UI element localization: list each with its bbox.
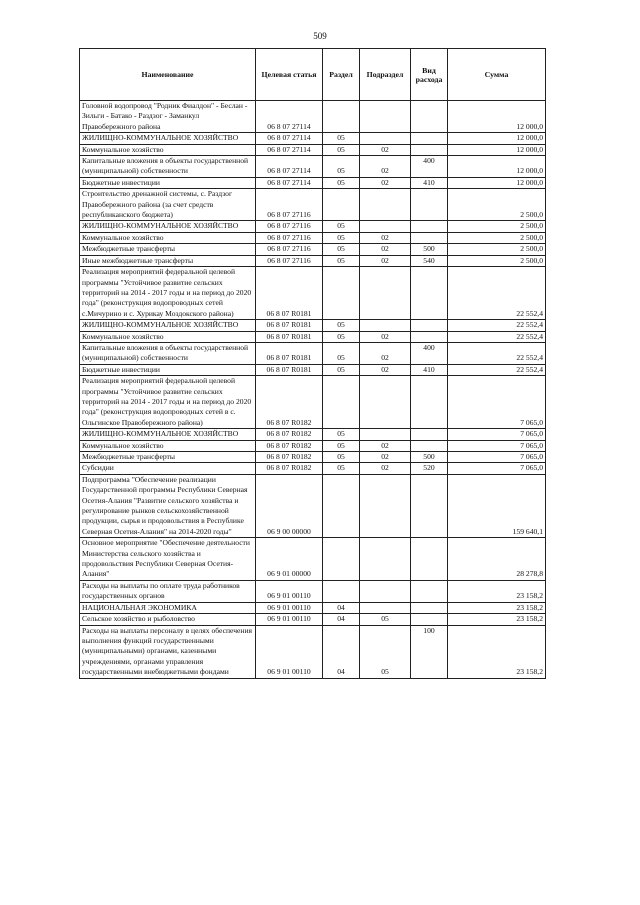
cell-section: 05 [323, 440, 360, 451]
cell-name: Капитальные вложения в объекты государственной (муниципальной) собственности [80, 156, 256, 178]
cell-kind [411, 440, 448, 451]
table-row [80, 614, 546, 625]
table-row [80, 331, 546, 342]
cell-name: Коммунальное хозяйство [80, 331, 256, 342]
cell-subsection [360, 580, 411, 602]
cell-section: 05 [323, 342, 360, 364]
cell-sum: 12 000,0 [448, 133, 546, 144]
cell-subsection [360, 221, 411, 232]
table-row [80, 429, 546, 440]
header-section: Раздел [323, 49, 360, 101]
cell-kind [411, 133, 448, 144]
cell-sum: 159 640,1 [448, 474, 546, 537]
cell-sum: 22 552,4 [448, 320, 546, 331]
cell-section [323, 189, 360, 221]
table-row [80, 463, 546, 474]
cell-code: 06 9 01 00110 [256, 602, 323, 613]
cell-name: Коммунальное хозяйство [80, 440, 256, 451]
cell-name: Бюджетные инвестиции [80, 177, 256, 188]
table-row [80, 440, 546, 451]
cell-name: Головной водопровод "Родник Фиалдон" - Беслан - Зильги - Батако - Раздзог - Заманкул Правобережного района [80, 101, 256, 133]
cell-name: ЖИЛИЩНО-КОММУНАЛЬНОЕ ХОЗЯЙСТВО [80, 221, 256, 232]
cell-name: Бюджетные инвестиции [80, 364, 256, 375]
cell-subsection: 05 [360, 625, 411, 678]
cell-subsection [360, 376, 411, 429]
cell-sum: 22 552,4 [448, 267, 546, 320]
cell-kind [411, 320, 448, 331]
cell-kind [411, 232, 448, 243]
cell-section: 05 [323, 364, 360, 375]
cell-code: 06 8 07 27114 [256, 133, 323, 144]
cell-name: Иные межбюджетные трансферты [80, 255, 256, 266]
cell-code: 06 8 07 R0181 [256, 267, 323, 320]
cell-subsection [360, 538, 411, 581]
cell-sum: 12 000,0 [448, 144, 546, 155]
table-row [80, 144, 546, 155]
table-row [80, 376, 546, 429]
cell-name: ЖИЛИЩНО-КОММУНАЛЬНОЕ ХОЗЯЙСТВО [80, 320, 256, 331]
cell-name: Субсидии [80, 463, 256, 474]
table-row [80, 320, 546, 331]
cell-code: 06 8 07 R0181 [256, 342, 323, 364]
cell-section: 05 [323, 463, 360, 474]
cell-subsection [360, 267, 411, 320]
cell-kind: 410 [411, 364, 448, 375]
cell-section: 05 [323, 320, 360, 331]
cell-kind [411, 101, 448, 133]
cell-section [323, 101, 360, 133]
cell-section: 05 [323, 429, 360, 440]
cell-code: 06 8 07 R0181 [256, 331, 323, 342]
cell-name: Реализация мероприятий федеральной целевой программы "Устойчивое развитие сельских территорий на 2014 - 2017 годы и на период до 2020 года" (реконструкция водопроводных сетей с.Мичурино и с. Хурикау Моздокского района) [80, 267, 256, 320]
cell-code: 06 8 07 27116 [256, 255, 323, 266]
cell-name: НАЦИОНАЛЬНАЯ ЭКОНОМИКА [80, 602, 256, 613]
cell-subsection: 02 [360, 342, 411, 364]
cell-section: 05 [323, 221, 360, 232]
cell-subsection: 02 [360, 364, 411, 375]
table-row [80, 267, 546, 320]
cell-kind [411, 376, 448, 429]
cell-name: Межбюджетные трансферты [80, 244, 256, 255]
cell-section: 04 [323, 625, 360, 678]
cell-sum: 28 278,8 [448, 538, 546, 581]
cell-kind: 520 [411, 463, 448, 474]
cell-section: 04 [323, 602, 360, 613]
cell-sum: 2 500,0 [448, 255, 546, 266]
cell-kind: 500 [411, 452, 448, 463]
table-header-row [80, 49, 546, 101]
cell-kind: 500 [411, 244, 448, 255]
cell-section [323, 538, 360, 581]
table-row [80, 156, 546, 178]
cell-sum: 2 500,0 [448, 232, 546, 243]
cell-subsection: 02 [360, 440, 411, 451]
cell-code: 06 8 07 R0182 [256, 376, 323, 429]
cell-code: 06 8 07 27116 [256, 221, 323, 232]
table-row [80, 244, 546, 255]
cell-name: Капитальные вложения в объекты государственной (муниципальной) собственности [80, 342, 256, 364]
cell-code: 06 8 07 R0182 [256, 452, 323, 463]
cell-name: Строительство дренажной системы, с. Раздзог Правобережного района (за счет средств республиканского бюджета) [80, 189, 256, 221]
cell-section: 05 [323, 331, 360, 342]
budget-table [79, 48, 546, 679]
cell-sum: 22 552,4 [448, 364, 546, 375]
header-sum: Сумма [448, 49, 546, 101]
cell-subsection: 02 [360, 232, 411, 243]
table-row [80, 221, 546, 232]
cell-sum: 22 552,4 [448, 331, 546, 342]
cell-subsection [360, 602, 411, 613]
cell-kind: 100 [411, 625, 448, 678]
cell-subsection: 02 [360, 177, 411, 188]
table-row [80, 342, 546, 364]
cell-code: 06 9 01 00110 [256, 625, 323, 678]
cell-name: ЖИЛИЩНО-КОММУНАЛЬНОЕ ХОЗЯЙСТВО [80, 133, 256, 144]
cell-code: 06 8 07 R0181 [256, 320, 323, 331]
cell-kind [411, 614, 448, 625]
table-row [80, 602, 546, 613]
cell-code: 06 8 07 27116 [256, 244, 323, 255]
cell-sum: 23 158,2 [448, 625, 546, 678]
cell-section [323, 580, 360, 602]
cell-name: Расходы на выплаты по оплате труда работников государственных органов [80, 580, 256, 602]
cell-code: 06 9 00 00000 [256, 474, 323, 537]
cell-kind: 400 [411, 342, 448, 364]
header-kind: Вид расхода [411, 49, 448, 101]
cell-kind: 410 [411, 177, 448, 188]
cell-name: Расходы на выплаты персоналу в целях обеспечения выполнения функций государственными (муниципальными) органами, казенными учреждениями, органами управления государственными внебюджетными фондами [80, 625, 256, 678]
cell-section: 04 [323, 614, 360, 625]
cell-name: Межбюджетные трансферты [80, 452, 256, 463]
cell-name: Реализация мероприятий федеральной целевой программы "Устойчивое развитие сельских территорий на 2014 - 2017 годы и на период до 2020 года" (реконструкция водопроводных сетей в с. Ольгинское Правобережного района) [80, 376, 256, 429]
table-row [80, 580, 546, 602]
cell-section: 05 [323, 144, 360, 155]
cell-section: 05 [323, 255, 360, 266]
cell-section: 05 [323, 156, 360, 178]
cell-section: 05 [323, 244, 360, 255]
cell-kind [411, 221, 448, 232]
cell-section [323, 376, 360, 429]
cell-section [323, 474, 360, 537]
cell-sum: 2 500,0 [448, 244, 546, 255]
cell-kind [411, 602, 448, 613]
cell-subsection [360, 320, 411, 331]
cell-subsection: 02 [360, 255, 411, 266]
cell-kind [411, 189, 448, 221]
cell-kind [411, 538, 448, 581]
table-row [80, 133, 546, 144]
cell-code: 06 9 01 00110 [256, 580, 323, 602]
cell-section: 05 [323, 133, 360, 144]
cell-sum: 7 065,0 [448, 429, 546, 440]
cell-name: ЖИЛИЩНО-КОММУНАЛЬНОЕ ХОЗЯЙСТВО [80, 429, 256, 440]
cell-code: 06 8 07 R0182 [256, 429, 323, 440]
cell-sum: 12 000,0 [448, 101, 546, 133]
cell-sum: 7 065,0 [448, 463, 546, 474]
cell-kind [411, 429, 448, 440]
cell-name: Коммунальное хозяйство [80, 144, 256, 155]
cell-sum: 22 552,4 [448, 342, 546, 364]
cell-sum: 2 500,0 [448, 189, 546, 221]
cell-name: Сельское хозяйство и рыболовство [80, 614, 256, 625]
cell-subsection [360, 189, 411, 221]
cell-code: 06 8 07 27114 [256, 101, 323, 133]
cell-subsection [360, 101, 411, 133]
table-row [80, 232, 546, 243]
cell-kind: 400 [411, 156, 448, 178]
cell-kind [411, 331, 448, 342]
cell-code: 06 8 07 27114 [256, 156, 323, 178]
cell-code: 06 8 07 27116 [256, 232, 323, 243]
cell-code: 06 8 07 27114 [256, 144, 323, 155]
table-row [80, 452, 546, 463]
cell-code: 06 8 07 R0181 [256, 364, 323, 375]
cell-code: 06 8 07 27114 [256, 177, 323, 188]
cell-name: Коммунальное хозяйство [80, 232, 256, 243]
table-row [80, 101, 546, 133]
cell-kind [411, 144, 448, 155]
cell-code: 06 8 07 27116 [256, 189, 323, 221]
cell-code: 06 8 07 R0182 [256, 440, 323, 451]
cell-kind: 540 [411, 255, 448, 266]
cell-subsection: 02 [360, 156, 411, 178]
cell-sum: 2 500,0 [448, 221, 546, 232]
cell-subsection: 02 [360, 144, 411, 155]
cell-section [323, 267, 360, 320]
cell-code: 06 9 01 00110 [256, 614, 323, 625]
cell-name: Подпрограмма "Обеспечение реализации Государственной программы Республики Северная Осетия-Алания "Развитие сельского хозяйства и регулирование рынков сельскохозяйственной продукции, сырья и продовольствия в Республике Северная Осетия-Алания" на 2014-2020 годы" [80, 474, 256, 537]
header-code: Целевая статья [256, 49, 323, 101]
cell-sum: 12 000,0 [448, 156, 546, 178]
cell-subsection: 05 [360, 614, 411, 625]
cell-subsection [360, 133, 411, 144]
cell-subsection [360, 429, 411, 440]
cell-section: 05 [323, 177, 360, 188]
cell-subsection: 02 [360, 244, 411, 255]
table-row [80, 625, 546, 678]
cell-code: 06 8 07 R0182 [256, 463, 323, 474]
cell-sum: 7 065,0 [448, 376, 546, 429]
cell-section: 05 [323, 232, 360, 243]
cell-sum: 7 065,0 [448, 452, 546, 463]
cell-subsection [360, 474, 411, 537]
cell-kind [411, 580, 448, 602]
header-subsection: Подраздел [360, 49, 411, 101]
cell-section: 05 [323, 452, 360, 463]
header-name: Наименование [80, 49, 256, 101]
cell-kind [411, 267, 448, 320]
table-row [80, 255, 546, 266]
table-row [80, 364, 546, 375]
table-row [80, 189, 546, 221]
cell-sum: 7 065,0 [448, 440, 546, 451]
cell-subsection: 02 [360, 452, 411, 463]
cell-sum: 23 158,2 [448, 580, 546, 602]
cell-sum: 23 158,2 [448, 602, 546, 613]
cell-code: 06 9 01 00000 [256, 538, 323, 581]
table-row [80, 177, 546, 188]
cell-subsection: 02 [360, 463, 411, 474]
cell-kind [411, 474, 448, 537]
cell-sum: 12 000,0 [448, 177, 546, 188]
cell-sum: 23 158,2 [448, 614, 546, 625]
page-number: 509 [313, 31, 327, 41]
cell-name: Основное мероприятие "Обеспечение деятельности Министерства сельского хозяйства и продовольствия Республики Северная Осетия-Алания" [80, 538, 256, 581]
table-row [80, 474, 546, 537]
table-row [80, 538, 546, 581]
cell-subsection: 02 [360, 331, 411, 342]
